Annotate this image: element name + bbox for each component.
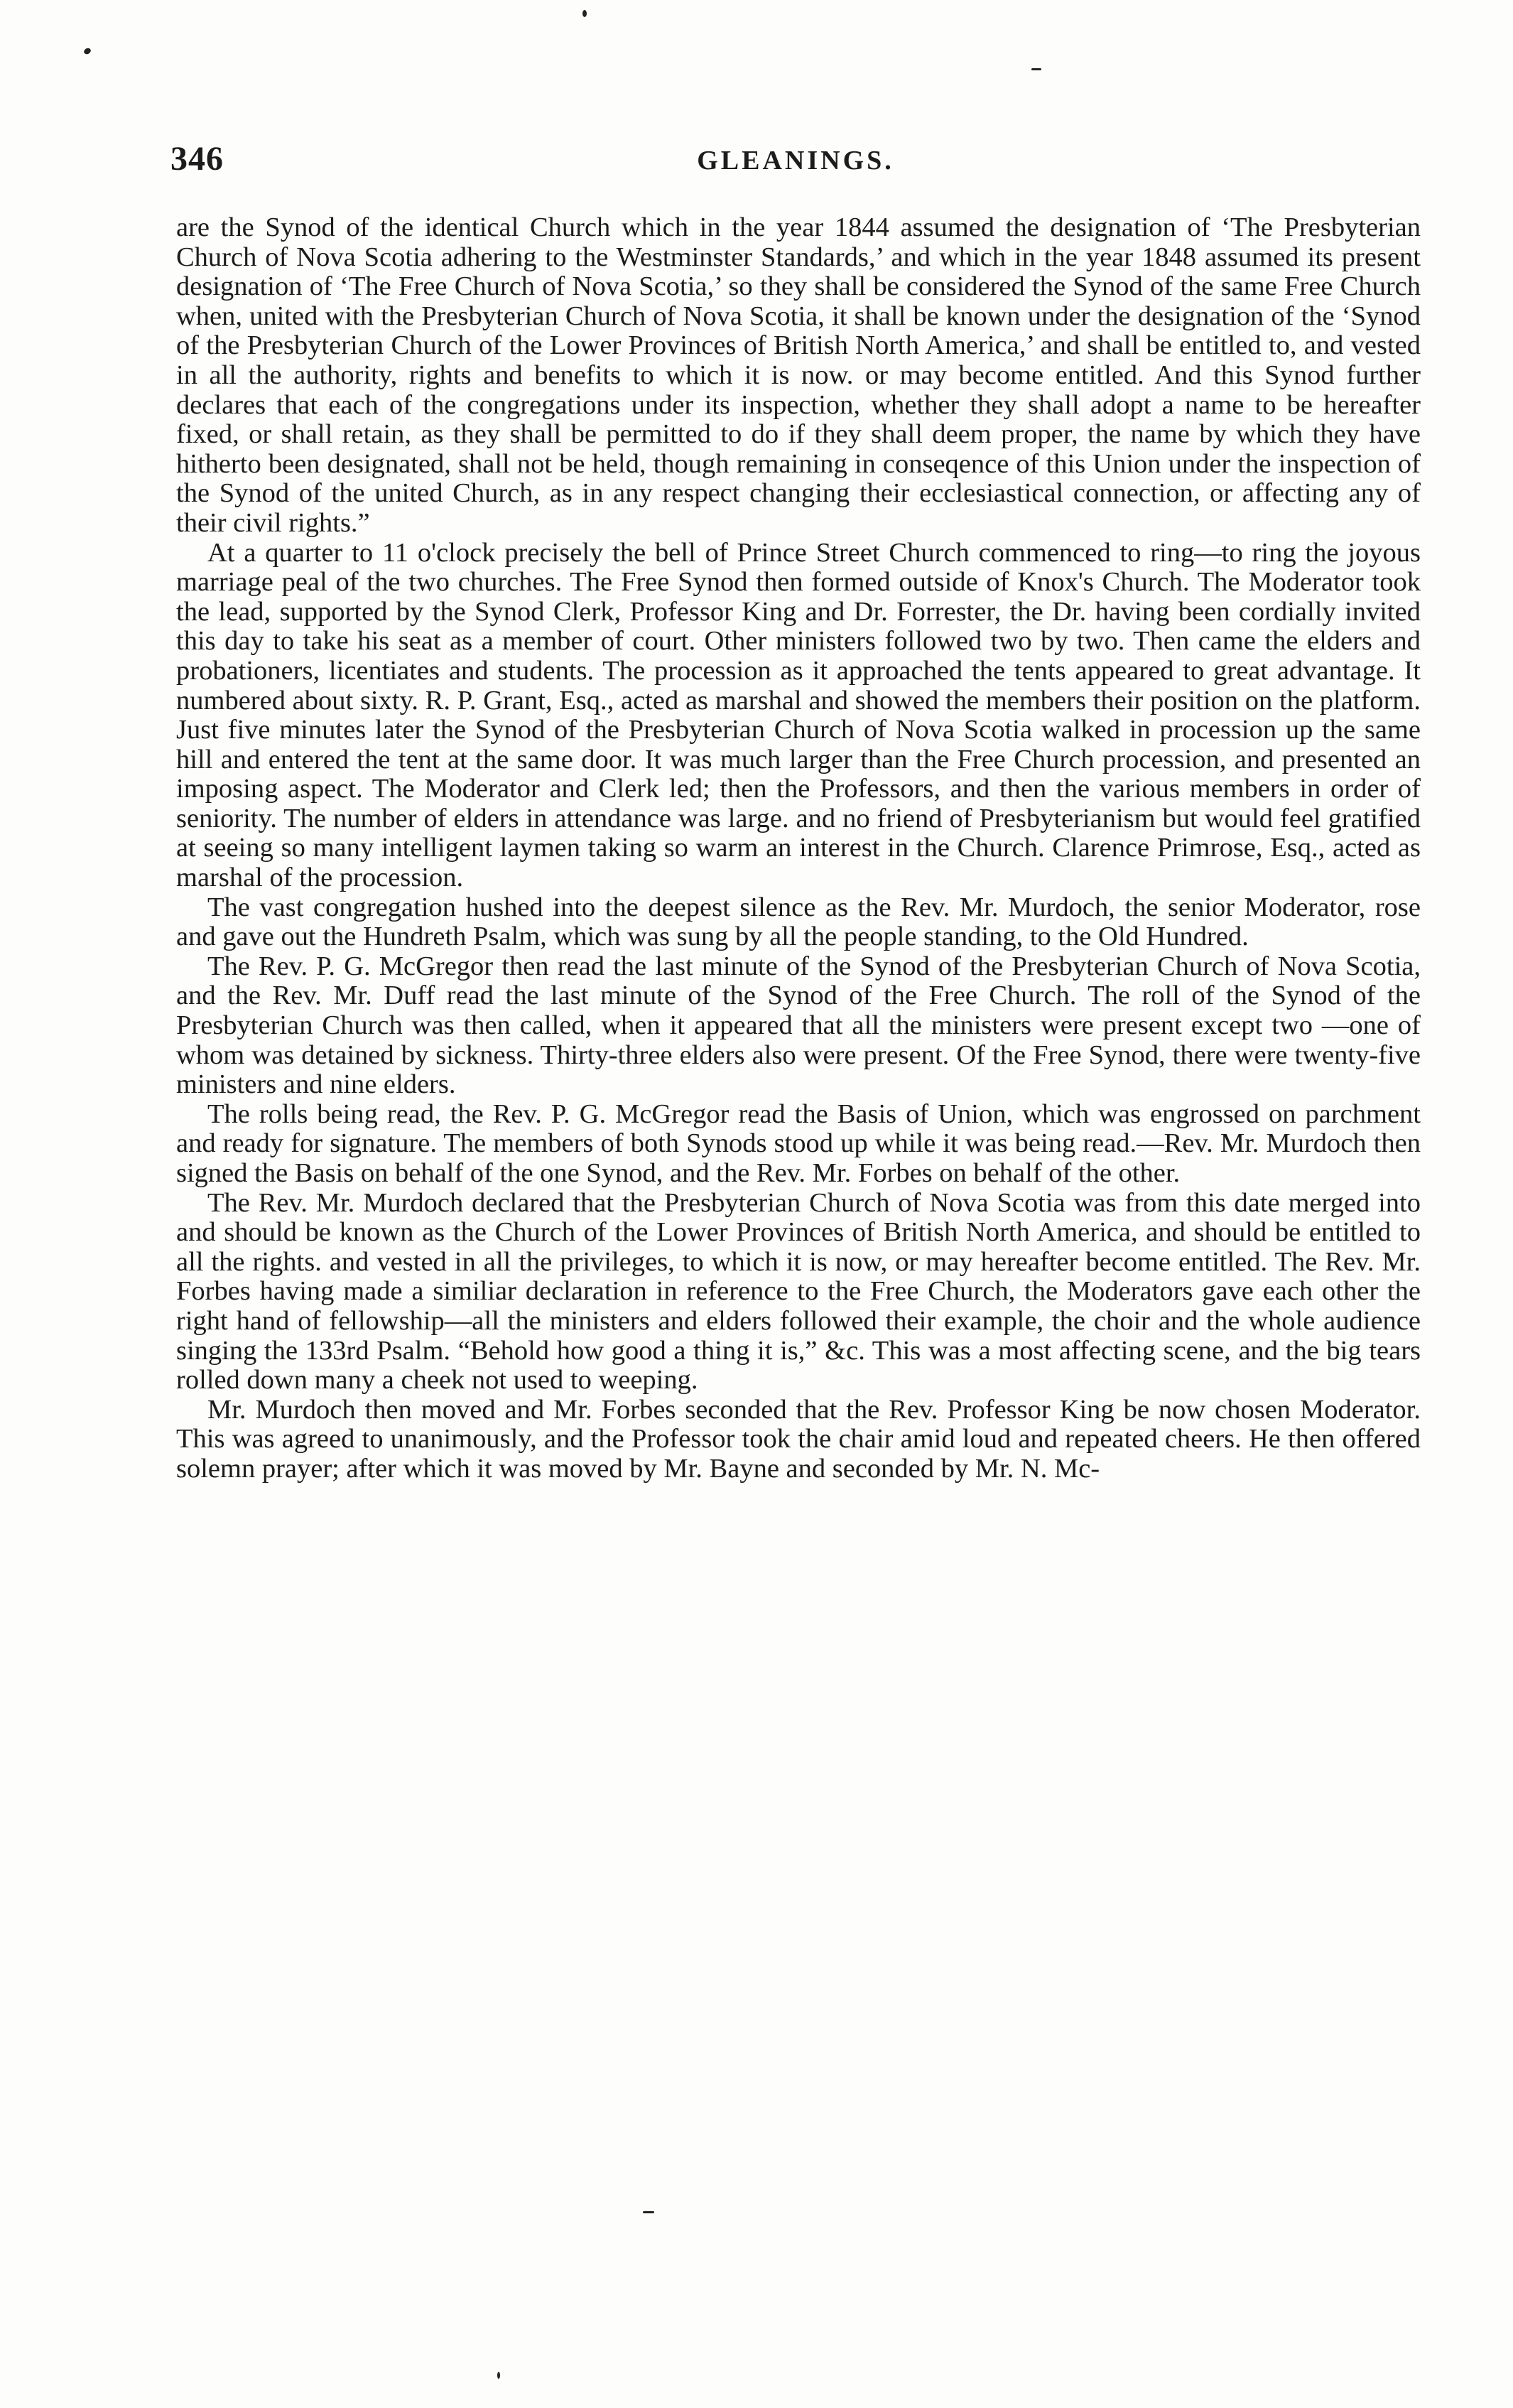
body-paragraph: Mr. Murdoch then moved and Mr. Forbes seconded that the Rev. Professor King be now chosen Moderator. This was agreed to unanimously, and the Professor took the chair amid loud and repeated cheers. He then offered solemn prayer; after which it was moved by Mr. Bayne and seconded by Mr. N. Mc- xyxy=(176,1394,1421,1484)
speck-mark xyxy=(497,2372,500,2379)
speck-mark xyxy=(582,10,587,17)
speck-mark xyxy=(83,47,92,55)
article-body xyxy=(176,213,1421,1484)
page-number: 346 xyxy=(170,140,224,178)
body-paragraph: The Rev. Mr. Murdoch declared that the Presbyterian Church of Nova Scotia was from this date merged into and should be known as the Church of the Lower Provinces of British North America, and should be entitled to all the rights. and vested in all the privileges, to which it is now, or may hereafter become entitled. The Rev. Mr. Forbes having made a similiar declaration in reference to the Free Church, the Moderators gave each other the right hand of fellowship—all the ministers and elders followed their example, the choir and the whole audience singing the 133rd Psalm. “Behold how good a thing it is,” &c. This was a most affecting scene, and the big tears rolled down many a cheek not used to weeping. xyxy=(176,1187,1421,1395)
speck-mark xyxy=(1031,68,1041,70)
speck-mark xyxy=(643,2211,654,2213)
page-header xyxy=(170,139,1421,189)
running-head: GLEANINGS. xyxy=(697,146,894,176)
body-paragraph: The Rev. P. G. McGregor then read the last minute of the Synod of the Presbyterian Church of Nova Scotia, and the Rev. Mr. Duff read the last minute of the Synod of the Free Church. The roll of the Synod of the Presbyterian Church was then called, when it appeared that all the ministers were present except two —one of whom was detained by sickness. Thirty-three elders also were present. Of the Free Synod, there were twenty-five ministers and nine elders. xyxy=(176,951,1421,1100)
body-paragraph: are the Synod of the identical Church which in the year 1844 assumed the designation of ‘The Presbyterian Church of Nova Scotia adhering to the Westminster Standards,’ and which in the year 1848 assumed its present designation of ‘The Free Church of Nova Scotia,’ so they shall be considered the Synod of the same Free Church when, united with the Presbyterian Church of Nova Scotia, it shall be known under the designation of the ‘Synod of the Presbyterian Church of the Lower Provinces of British North America,’ and shall be entitled to, and vested in all the authority, rights and benefits to which it is now. or may become entitled. And this Synod further declares that each of the congregations under its inspection, whether they shall adopt a name to be hereafter fixed, or shall retain, as they shall be permitted to do if they shall deem proper, the name by which they have hitherto been designated, shall not be held, though remaining in conseqence of this Union under the inspection of the Synod of the united Church, as in any respect changing their ecclesiastical connection, or affecting any of their civil rights.” xyxy=(176,212,1421,538)
body-paragraph: The vast congregation hushed into the deepest silence as the Rev. Mr. Murdoch, the senior Moderator, rose and gave out the Hundreth Psalm, which was sung by all the people standing, to the Old Hundred. xyxy=(176,892,1421,952)
body-paragraph: At a quarter to 11 o'clock precisely the bell of Prince Street Church commenced to ring—to ring the joyous marriage peal of the two churches. The Free Synod then formed outside of Knox's Church. The Moderator took the lead, supported by the Synod Clerk, Professor King and Dr. Forrester, the Dr. having been cordially invited this day to take his seat as a member of court. Other ministers followed two by two. Then came the elders and probationers, licentiates and students. The procession as it approached the tents appeared to great advantage. It numbered about sixty. R. P. Grant, Esq., acted as marshal and showed the members their position on the platform. Just five minutes later the Synod of the Presbyterian Church of Nova Scotia walked in procession up the same hill and entered the tent at the same door. It was much larger than the Free Church procession, and presented an imposing aspect. The Moderator and Clerk led; then the Professors, and then the various members in order of seniority. The number of elders in attendance was large. and no friend of Presbyterianism but would feel gratified at seeing so many intelligent laymen taking so warm an interest in the Church. Clarence Primrose, Esq., acted as marshal of the procession. xyxy=(176,537,1421,893)
body-paragraph: The rolls being read, the Rev. P. G. McGregor read the Basis of Union, which was engrossed on parchment and ready for signature. The members of both Synods stood up while it was being read.—Rev. Mr. Murdoch then signed the Basis on behalf of the one Synod, and the Rev. Mr. Forbes on behalf of the other. xyxy=(176,1098,1421,1188)
